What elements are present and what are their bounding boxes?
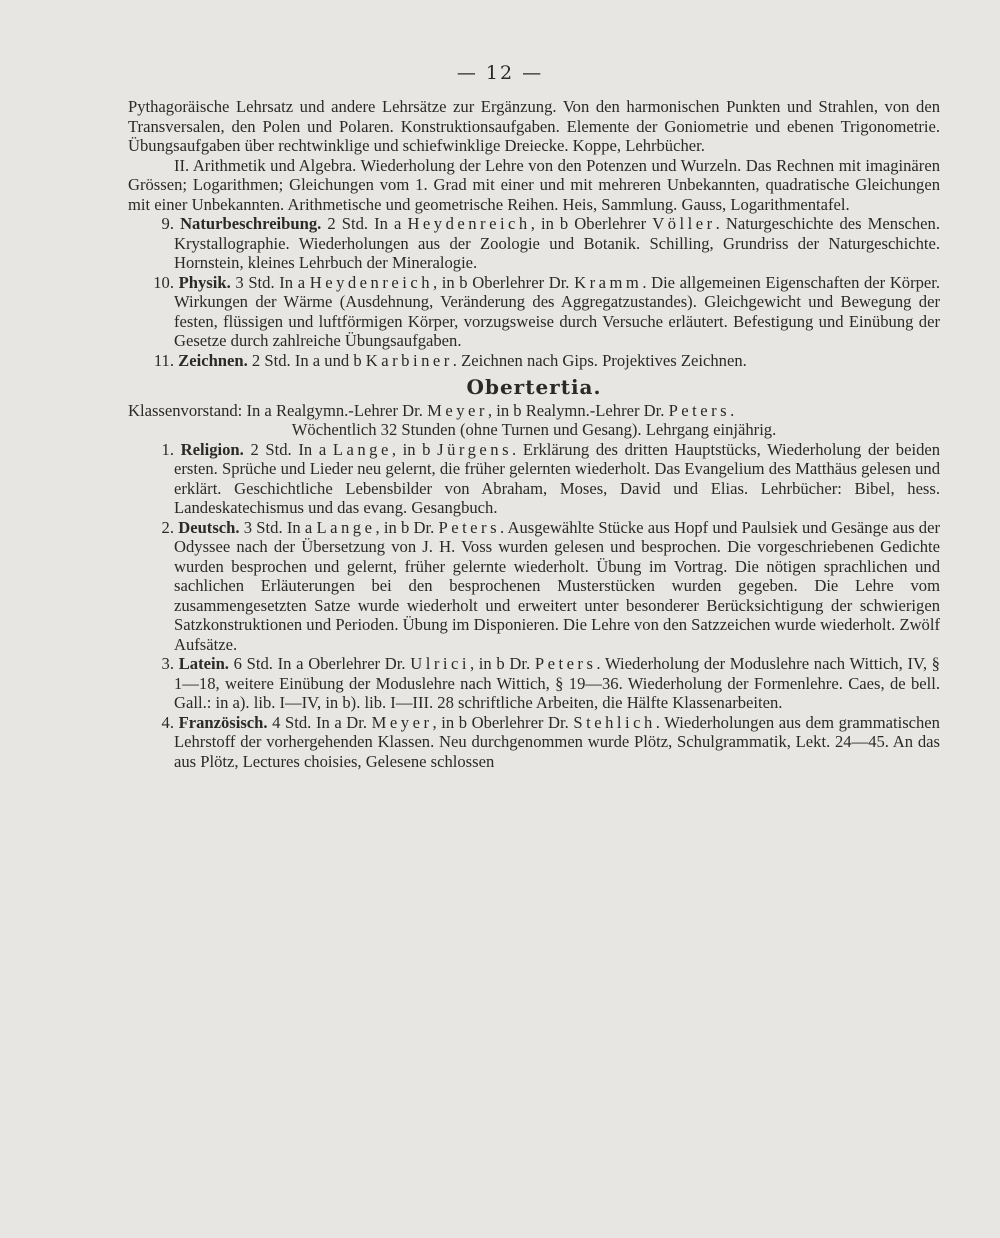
intro-paragraph: Pythagoräische Lehrsatz und andere Lehrsätze zur Ergänzung. Von den harmonischen Punkten und Strahlen, von den Transversalen, den Polen und Polaren. Konstruktionsaufgaben. Elemente der Goniometrie und ebenen Trigonometrie. Übungsaufgaben über rechtwinklige und schiefwinklige Dreiecke. Koppe, Lehrbücher.	[128, 97, 940, 155]
item-title: Naturbeschreibung.	[180, 214, 322, 233]
list-item: 4. Französisch. 4 Std. In a Dr. Meyer, in b Oberlehrer Dr. Stehlich. Wiederholungen aus dem grammatischen Lehrstoff der vorhergehenden Klassen. Neu durchgenommen wurde Plötz, Schulgrammatik, Lekt. 24—45. An das aus Plötz, Lectures choisies, Gelesene schlossen	[161, 712, 940, 771]
teacher-name: Stehlich	[573, 712, 656, 732]
teacher-name: Meyer	[371, 712, 433, 732]
section-title: Obertertia.	[466, 375, 602, 399]
list-item: 10. Physik. 3 Std. In a Heydenreich, in b Oberlehrer Dr. Kramm. Die allgemeinen Eigenschaften der Körper. Wirkungen der Wärme (Ausdehnung, Veränderung des Aggregatzustandes). Gleichgewicht und Bewegung der festen, flüssigen und luftförmigen Körper, vorzugsweise durch Versuche erläutert. Befestigung und Einübung der Gesetze durch zahlreiche Übungsaufgaben.	[153, 272, 941, 350]
list-b	[128, 440, 940, 772]
item-title: Französisch.	[178, 712, 268, 732]
arithmetic-paragraph: II. Arithmetik und Algebra. Wiederholung der Lehre von den Potenzen und Wurzeln. Das Rechnen mit imaginären Grössen; Logarithmen; Gleichungen vom 1. Grad mit einer und mit mehreren Unbekannten, quadratische Gleichungen mit einer Unbekannten. Arithmetische und geometrische Reihen. Heis, Sammlung. Gauss, Logarithmentafel.	[128, 155, 940, 214]
weekly-hours-line: Wöchentlich 32 Stunden (ohne Turnen und Gesang). Lehrgang einjährig.	[291, 420, 777, 439]
list-a	[128, 214, 940, 370]
page-body	[128, 97, 940, 771]
teacher-name: Heydenreich	[309, 272, 433, 292]
teacher-name: Heydenreich	[407, 214, 531, 233]
teacher-name: Peters	[438, 517, 501, 537]
page-number: — 12 —	[456, 62, 544, 84]
teacher-name: Peters	[534, 654, 597, 673]
item-title: Religion.	[180, 439, 244, 459]
list-item: 2. Deutsch. 3 Std. In a Lange, in b Dr. Peters. Ausgewählte Stücke aus Hopf und Paulsiek und Gesänge aus der Odyssee nach der Übersetzung von J. H. Voss wurden gelesen und besprochen. Die vorgeschriebenen Gedichte wurden besprochen und gelernt, früher gelernte wiederholt. Übung im Vortrag. Die nötigen sprachlichen und sachlichen Erläuterungen bei den besprochenen Musterstücken wurden gegeben. Die Lehre vom zusammengesetzten Satze wurde wiederholt und erweitert unter besonderer Berücksichtigung der schwierigen Satzkonstruktionen und Perioden. Übung im Disponieren. Die Lehre von den Satzzeichen wurde wiederholt. Zwölf Aufsätze.	[161, 517, 940, 654]
teacher-name: Ulrici	[410, 654, 470, 673]
list-item: 9. Naturbeschreibung. 2 Std. In a Heydenreich, in b Oberlehrer Völler. Naturgeschichte des Menschen. Krystallographie. Wiederholungen aus der Zoologie und Botanik. Schilling, Grundriss der Naturgeschichte. Hornstein, kleines Lehrbuch der Mineralogie.	[161, 214, 940, 272]
teacher-name: Meyer	[427, 400, 488, 420]
teacher-name: Karbiner	[365, 350, 453, 370]
list-item: 3. Latein. 6 Std. In a Oberlehrer Dr. Ulrici, in b Dr. Peters. Wiederholung der Moduslehre nach Wittich, IV, § 1—18, weitere Einübung der Moduslehre nach Wittich, § 19—36. Wiederholung der Formenlehre. Caes, de bell. Gall.: in a). lib. I—IV, in b). lib. I—III. 28 schriftliche Arbeiten, die Hälfte Klassenarbeiten.	[161, 654, 940, 712]
klassenvorstand-line: Klassenvorstand: In a Realgymn.-Lehrer Dr. Meyer, in b Realymn.-Lehrer Dr. Peters.	[128, 400, 735, 420]
list-item: 1. Religion. 2 Std. In a Lange, in b Jürgens. Erklärung des dritten Hauptstücks, Wiederholung der beiden ersten. Sprüche und Lieder neu gelernt, die früher gelernten wiederholt. Das Evangelium des Matthäus gelesen und erklärt. Geschichtliche Lebensbilder von Abraham, Moses, David und Elias. Lehrbücher: Bibel, hess. Landeskatechismus und das evang. Gesangbuch.	[161, 439, 941, 517]
teacher-name: Jürgens	[437, 439, 513, 459]
item-title: Latein.	[178, 654, 229, 673]
teacher-name: Lange	[316, 517, 376, 537]
item-title: Zeichnen.	[178, 350, 248, 370]
item-title: Deutsch.	[178, 517, 240, 537]
item-title: Physik.	[178, 272, 231, 292]
teacher-name: Völler	[652, 214, 716, 233]
teacher-name: Kramm	[574, 272, 643, 292]
teacher-name: Lange	[332, 439, 392, 459]
teacher-name: Peters	[668, 400, 731, 420]
list-item: 11. Zeichnen. 2 Std. In a und b Karbiner. Zeichnen nach Gips. Projektives Zeichnen.	[153, 350, 747, 370]
